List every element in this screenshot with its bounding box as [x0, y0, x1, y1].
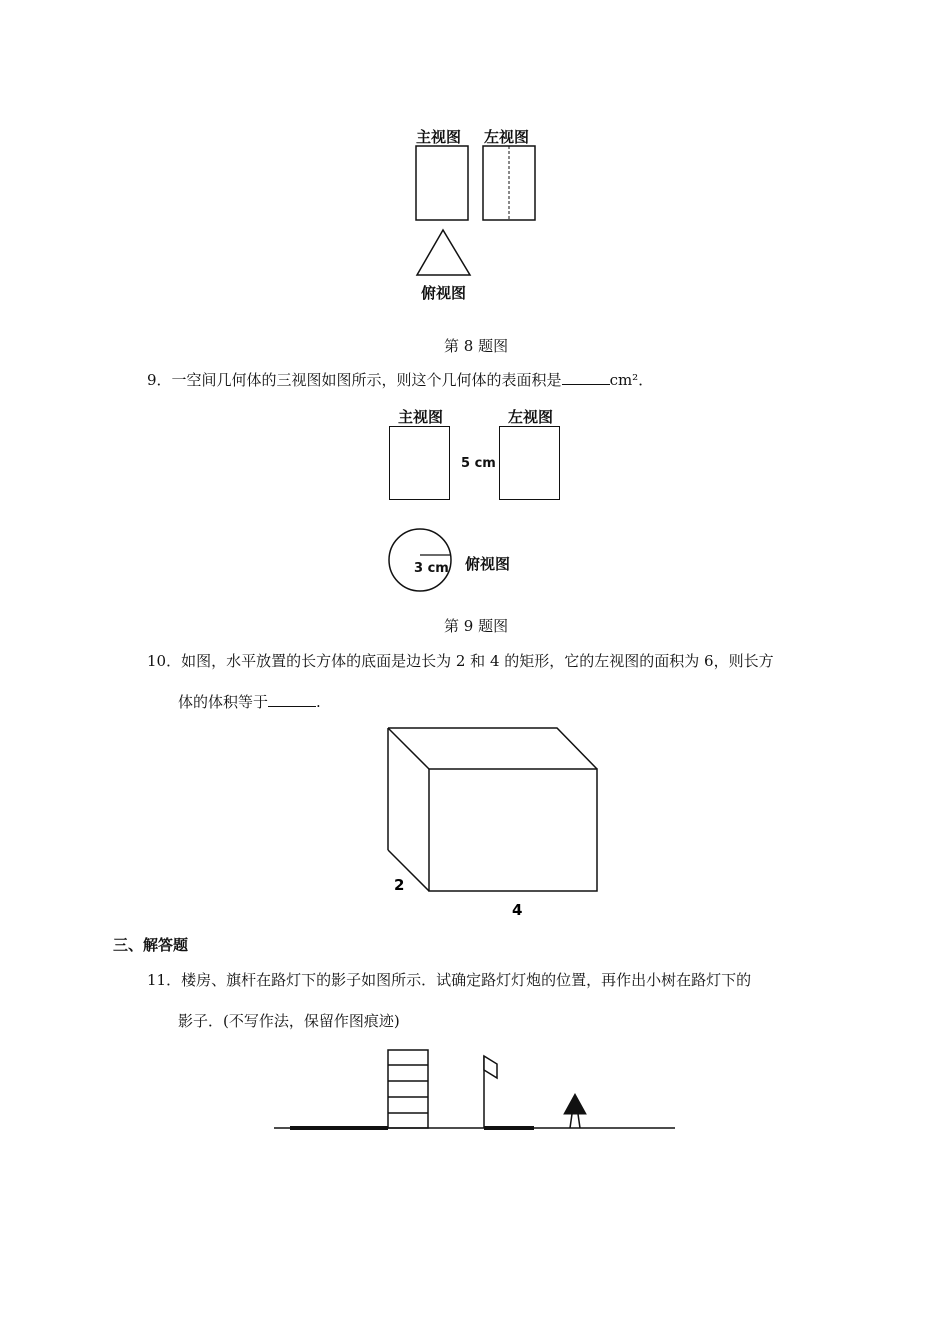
q11-tree-crown	[564, 1094, 586, 1114]
q9-top-view-circle	[386, 526, 454, 594]
q10-top-left-edge	[388, 728, 429, 769]
q10-line2	[178, 692, 321, 712]
q10-width-label: 4	[512, 901, 523, 919]
q9-top-view-label: 俯视图	[465, 555, 511, 573]
fig8-front-view-rect	[416, 146, 468, 220]
q10-top-back-edges	[388, 728, 597, 769]
q9-front-view-label: 主视图	[398, 408, 444, 426]
q9-front-view-rect	[389, 426, 450, 500]
q11-flag	[484, 1056, 497, 1078]
q9-radius-label: 3 cm	[414, 561, 449, 576]
q10-line2-after: .	[316, 693, 321, 711]
fig8-top-view-label: 俯视图	[421, 284, 467, 302]
q9-height-label: 5 cm	[461, 456, 496, 471]
q11-line1	[147, 970, 751, 990]
q10-line1-text: 如图，水平放置的长方体的底面是边长为 2 和 4 的矩形，它的左视图的面积为 6，则长方	[181, 652, 774, 670]
fig8-three-view-drawing	[410, 144, 545, 279]
q10-cuboid-drawing	[380, 720, 610, 920]
q9-left-view-rect	[499, 426, 560, 500]
q9-text	[147, 370, 653, 390]
q11-line2: 影子．(不写作法，保留作图痕迹)	[178, 1012, 400, 1030]
q11-number: 11．	[147, 971, 182, 989]
fig8-left-view-label: 左视图	[484, 128, 530, 146]
q10-depth-label: 2	[394, 876, 405, 894]
q10-line1	[147, 651, 774, 671]
q9-answer-blank[interactable]	[562, 370, 610, 385]
q9-left-view-label: 左视图	[508, 408, 554, 426]
q10-front-face	[429, 769, 597, 891]
q9-text-after: cm²．	[609, 371, 654, 389]
fig8-top-view-triangle	[417, 230, 470, 275]
q9-number: 9．	[147, 371, 172, 389]
q11-building	[388, 1050, 428, 1128]
q10-answer-blank[interactable]	[268, 692, 316, 707]
fig9-caption: 第 9 题图	[444, 617, 509, 635]
q10-number: 10．	[147, 652, 182, 670]
q11-shadow-drawing	[270, 1044, 680, 1140]
fig8-front-view-label: 主视图	[416, 128, 462, 146]
fig8-caption: 第 8 题图	[444, 337, 509, 355]
q11-line1-text: 楼房、旗杆在路灯下的影子如图所示．试确定路灯灯炮的位置，再作出小树在路灯下的	[181, 971, 752, 989]
section3-title: 三、解答题	[113, 936, 189, 954]
q9-text-before: 一空间几何体的三视图如图所示，则这个几何体的表面积是	[171, 371, 562, 389]
q11-tree-trunk	[570, 1114, 572, 1128]
q10-line2-before: 体的体积等于	[178, 693, 269, 711]
